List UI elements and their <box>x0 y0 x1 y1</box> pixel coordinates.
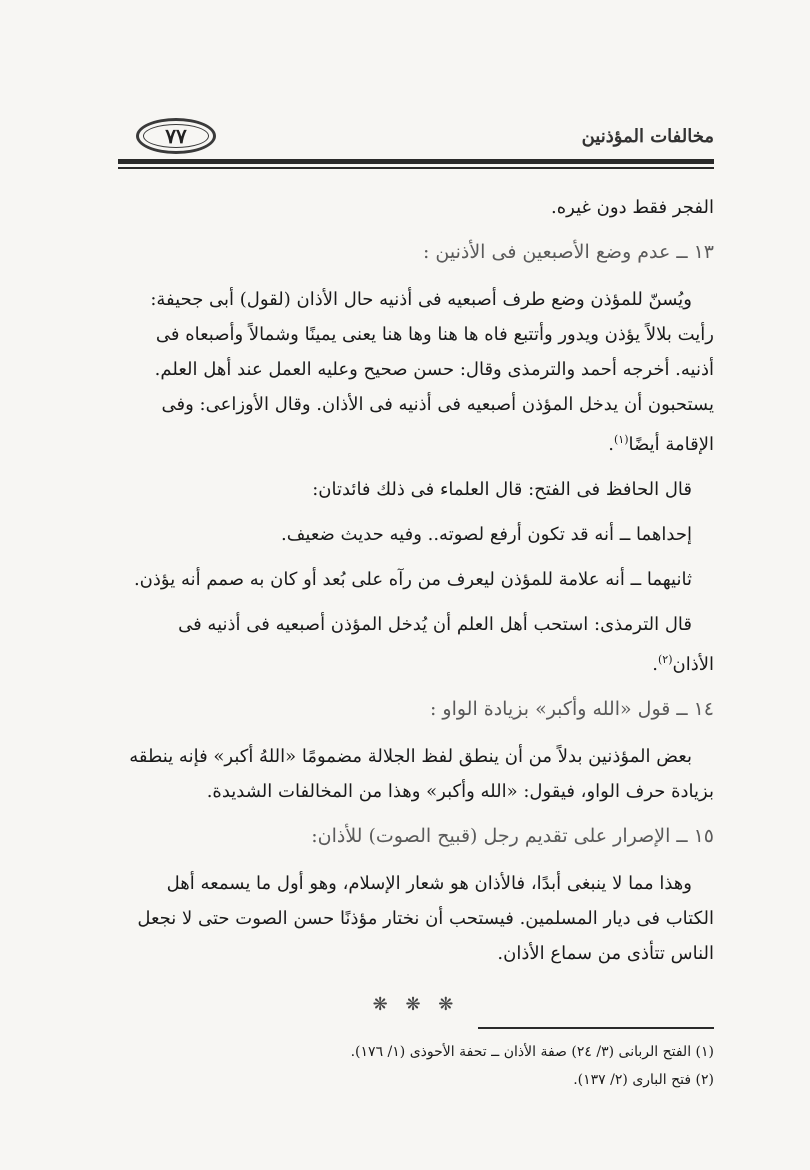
text-line: الناس تتأذى من سماع الأذان. <box>497 943 714 964</box>
text-line <box>118 642 714 682</box>
text-line: إحداهما ــ أنه قد تكون أرفع لصوته.. وفيه حديث ضعيف. <box>281 524 692 545</box>
footnote-ref-1: (١) <box>614 433 629 446</box>
footnote-1: (١) الفتح الربانى (٣/ ٢٤) صفة الأذان ــ تحفة الأحوذى (١/ ١٧٦). <box>350 1044 714 1060</box>
section-separator: ❋ ❋ ❋ <box>372 994 460 1015</box>
section-heading-14: ١٤ ــ قول «الله وأكبر» بزيادة الواو : <box>429 698 714 720</box>
text-line: الفجر فقط دون غيره. <box>551 197 714 218</box>
text-line: ثانيهما ــ أنه علامة للمؤذن ليعرف من رآه على بُعد أو كان به صمم أنه يؤذن. <box>133 569 692 590</box>
header-rule-thin <box>118 167 714 169</box>
header-rule-thick <box>118 159 714 164</box>
page-number: ٧٧ <box>165 124 187 148</box>
text-line: الكتاب فى ديار المسلمين. فيستحب أن نختار مؤذنًا حسن الصوت حتى لا نجعل <box>137 908 714 929</box>
text-line: قال الترمذى: استحب أهل العلم أن يُدخل المؤذن أصبعيه فى أذنيه فى <box>178 614 692 635</box>
section-heading-13: ١٣ ــ عدم وضع الأصبعين فى الأذنين : <box>422 241 714 263</box>
text-line: بعض المؤذنين بدلاً من أن ينطق لفظ الجلالة مضمومًا «اللهُ أكبر» فإنه ينطقه <box>129 746 692 767</box>
text-line: يستحبون أن يدخل المؤذن أصبعيه فى أذنيه فى الأذان. وقال الأوزاعى: وفى <box>161 394 714 415</box>
paragraph <box>118 282 714 462</box>
footnote-2: (٢) فتح البارى (٢/ ١٣٧). <box>573 1072 714 1088</box>
paragraph <box>118 866 714 971</box>
page-number-badge <box>136 118 216 154</box>
text-line <box>118 422 714 462</box>
paragraph <box>118 562 714 597</box>
running-title: مخالفات المؤذنين <box>581 126 714 147</box>
text-line: بزيادة حرف الواو، فيقول: «الله وأكبر» وهذا من المخالفات الشديدة. <box>206 781 714 802</box>
text-line: ويُسنّ للمؤذن وضع طرف أصبعيه فى أذنيه حال الأذان (لقول) أبى جحيفة: <box>150 289 692 310</box>
paragraph <box>118 607 714 682</box>
footnote-ref-2: (٢) <box>657 653 673 666</box>
page-body <box>118 190 714 1022</box>
paragraph <box>118 190 714 225</box>
text-fragment: . <box>608 434 614 455</box>
section-heading-15: ١٥ ــ الإصرار على تقديم رجل (قبيح الصوت) للأذان: <box>311 825 714 847</box>
footnotes <box>118 1038 714 1094</box>
paragraph <box>118 739 714 809</box>
text-fragment: . <box>652 654 658 675</box>
text-line: رأيت بلالاً يؤذن ويدور وأتتبع فاه ها هنا وها هنا يعنى يمينًا وشمالاً وأصبعاه فى <box>155 324 714 345</box>
text-line: وهذا مما لا ينبغى أبدًا، فالأذان هو شعار الإسلام، وهو أول ما يسمعه أهل <box>166 873 692 894</box>
text-line: قال الحافظ فى الفتح: قال العلماء فى ذلك فائدتان: <box>312 479 692 500</box>
page-header <box>118 118 714 170</box>
footnote-rule <box>478 1027 714 1029</box>
paragraph <box>118 517 714 552</box>
text-fragment: الإقامة أيضًا <box>628 434 714 455</box>
text-fragment: الأذان <box>672 654 714 675</box>
paragraph <box>118 472 714 507</box>
text-line: أذنيه. أخرجه أحمد والترمذى وقال: حسن صحيح وعليه العمل عند أهل العلم. <box>154 359 714 380</box>
